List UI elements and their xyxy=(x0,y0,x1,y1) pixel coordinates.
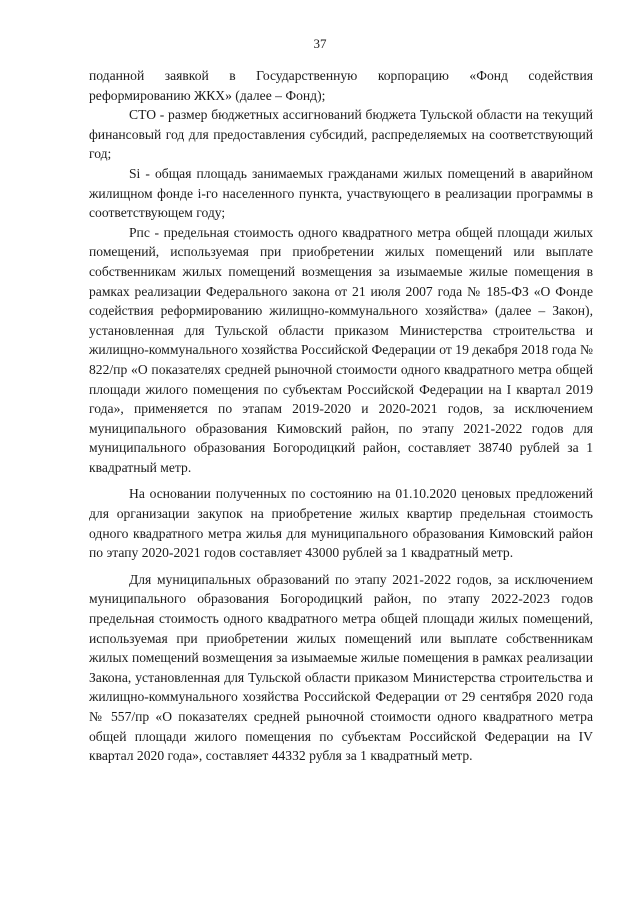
paragraph-sto-definition: СТО - размер бюджетных ассигнований бюджета Тульской области на текущий финансовый год для предоставления субсидий, распределяемых на соответствующий год; xyxy=(89,107,593,162)
paragraph-fund-continuation: поданной заявкой в Государственную корпорацию «Фонд содействия реформированию ЖКХ» (далее – Фонд); xyxy=(89,68,593,103)
paragraph-2021-2022-price: Для муниципальных образований по этапу 2021-2022 годов, за исключением муниципального образования Богородицкий район, по этапу 2022-2023 годов предельная стоимость одного квадратного метра общей площади жилых помещений, используемая при приобретении жилых помещений или выплате собственникам жилых помещений возмещения за изымаемые жилые помещения в рамках реализации Закона, установленная для Тульской области приказом Министерства строительства и жилищно-коммунального хозяйства Российской Федерации от 29 сентября 2020 года № 557/пр «О показателях средней рыночной стоимости одного квадратного метра общей площади жилого помещения по субъектам Российской Федерации на IV квартал 2020 года», составляет 44332 рубля за 1 квадратный метр. xyxy=(89,571,593,764)
paragraph-kimovsky-price: На основании полученных по состоянию на 01.10.2020 ценовых предложений для организации закупок на приобретение жилых квартир предельная стоимость одного квадратного метра жилья для муниципального образования Кимовский район по этапу 2020-2021 годов составляет 43000 рублей за 1 квадратный метр. xyxy=(89,486,593,561)
paragraph-rps-definition: Рпс - предельная стоимость одного квадратного метра общей площади жилых помещений, используемая при приобретении жилых помещений или выплате собственникам жилых помещений возмещения за изымаемые жилые помещения в рамках реализации Федерального закона от 21 июля 2007 года № 185-ФЗ «О Фонде содействия реформированию жилищно-коммунального хозяйства» (далее – Закон), установленная для Тульской области приказом Министерства строительства и жилищно-коммунального хозяйства Российской Федерации от 19 декабря 2018 года № 822/пр «О показателях средней рыночной стоимости одного квадратного метра общей площади жилого помещения по субъектам Российской Федерации на I квартал 2019 года», применяется по этапам 2019-2020 и 2020-2021 годов, за исключением муниципального образования Кимовский район, по этапу 2021-2022 годов для муниципального образования Богородицкий район, составляет 38740 рублей за 1 квадратный метр. xyxy=(89,224,593,475)
page-number: 37 xyxy=(313,36,327,51)
document-body xyxy=(89,66,593,766)
paragraph-si-definition: Si - общая площадь занимаемых гражданами жилых помещений в аварийном жилищном фонде i-го населенного пункта, участвующего в реализации программы в соответствующем году; xyxy=(89,165,593,221)
